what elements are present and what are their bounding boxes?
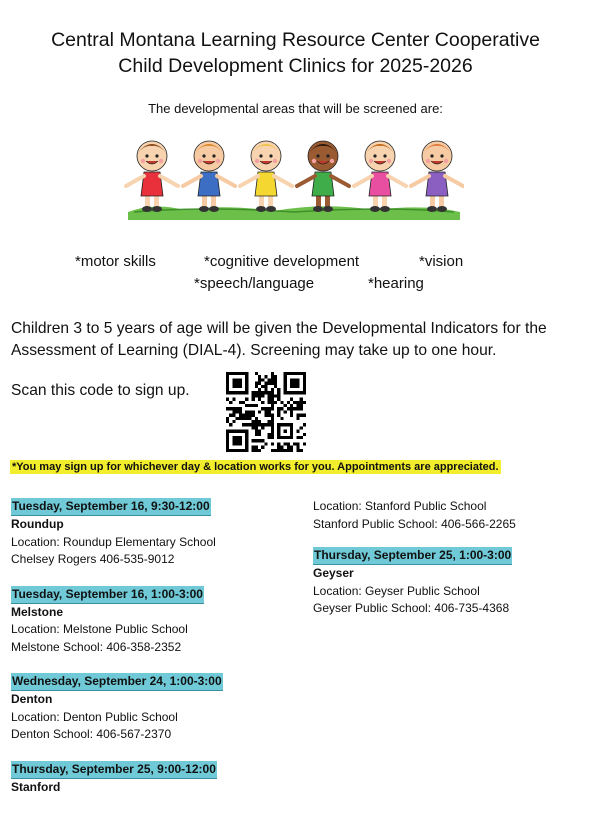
clinic-town: Denton xyxy=(11,692,53,706)
clinic-contact: Denton School: 406-567-2370 xyxy=(11,727,172,741)
scan-instruction: Scan this code to sign up. xyxy=(11,382,190,399)
child-figure xyxy=(126,141,178,212)
clinic-town: Stanford xyxy=(11,779,61,794)
clinic-town: Geyser xyxy=(313,566,354,580)
clinic-location: Location: Melstone Public School xyxy=(11,622,188,636)
clinic-column-right xyxy=(313,498,583,635)
child-figures xyxy=(126,141,463,212)
clinic-melstone xyxy=(11,586,291,657)
clinic-date: Wednesday, September 24, 1:00-3:00 xyxy=(11,673,223,691)
clinic-contact: Melstone School: 406-358-2352 xyxy=(11,639,182,654)
area-cognitive: *cognitive development xyxy=(204,253,360,270)
title-line-2: Child Development Clinics for 2025-2026 xyxy=(118,55,473,77)
signup-qr-code[interactable] xyxy=(226,372,306,452)
clinic-location: Location: Geyser Public School xyxy=(313,583,480,598)
clinic-denton xyxy=(11,673,291,744)
clinic-date: Tuesday, September 16, 1:00-3:00 xyxy=(11,586,204,604)
child-figure xyxy=(297,141,349,212)
clinic-date: Tuesday, September 16, 9:30-12:00 xyxy=(11,498,211,516)
child-figure xyxy=(183,141,235,212)
clinic-stanford-header xyxy=(11,761,291,797)
intro-paragraph: Children 3 to 5 years of age will be given the Developmental Indicators for the Assessment of Learning (DIAL-4). Screening may take up to one hour. xyxy=(11,320,547,359)
clinic-stanford-details xyxy=(313,498,583,533)
child-figure xyxy=(354,141,406,212)
area-vision: *vision xyxy=(419,253,464,270)
clinic-location: Location: Stanford Public School xyxy=(313,499,487,513)
signup-notice: *You may sign up for whichever day & location works for you. Appointments are appreciated. xyxy=(12,461,499,473)
area-motor-skills: *motor skills xyxy=(75,253,156,270)
clinic-column-left xyxy=(11,498,291,813)
clinic-date: Thursday, September 25, 9:00-12:00 xyxy=(11,761,217,779)
area-speech-language: *speech/language xyxy=(194,275,315,292)
clinic-roundup xyxy=(11,498,291,569)
clinic-geyser xyxy=(313,547,583,618)
area-hearing: *hearing xyxy=(368,275,424,292)
clinic-location: Location: Roundup Elementary School xyxy=(11,534,216,549)
children-illustration xyxy=(124,132,464,222)
title-line-1: Central Montana Learning Resource Center Cooperative xyxy=(51,29,540,51)
document-title xyxy=(0,27,591,79)
clinic-town: Melstone xyxy=(11,604,64,619)
clinic-town: Roundup xyxy=(11,517,64,531)
screening-subtitle: The developmental areas that will be screened are: xyxy=(148,101,443,116)
clinic-location: Location: Denton Public School xyxy=(11,709,178,724)
clinic-date: Thursday, September 25, 1:00-3:00 xyxy=(313,547,512,565)
clinic-contact: Stanford Public School: 406-566-2265 xyxy=(313,516,516,531)
clinic-contact: Chelsey Rogers 406-535-9012 xyxy=(11,552,175,566)
clinic-contact: Geyser Public School: 406-735-4368 xyxy=(313,601,510,615)
child-figure xyxy=(240,141,292,212)
child-figure xyxy=(411,141,463,212)
grass xyxy=(128,206,460,220)
